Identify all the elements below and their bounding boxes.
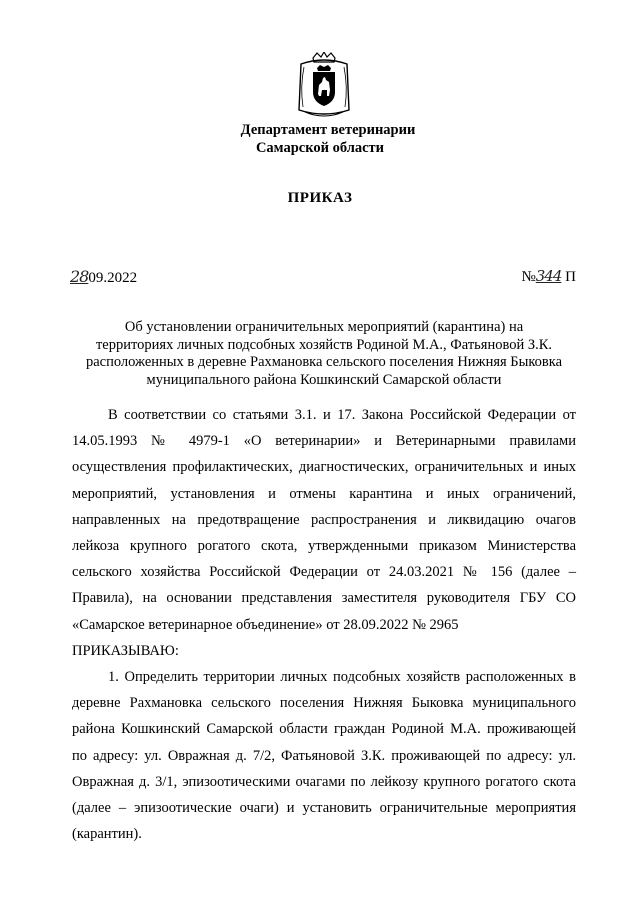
- number-prefix: №: [521, 269, 536, 285]
- subject-line: муниципального района Кошкинский Самарской области: [146, 371, 502, 388]
- coat-of-arms-icon: [295, 52, 353, 120]
- order-word: ПРИКАЗЫВАЮ:: [72, 642, 179, 659]
- subject-line: территориях личных подсобных хозяйств Родиной М.А., Фатьяновой З.К.: [95, 336, 553, 353]
- org-name-line2: Самарской области: [255, 140, 385, 156]
- order-date: [70, 267, 137, 287]
- date-number-line: [70, 267, 576, 289]
- preamble-paragraph: В соответствии со статьями 3.1. и 17. Закона Российской Федерации от 14.05.1993 № 4979-1 «О ветеринарии» и Ветеринарными правилами осуществления профилактических, диагностических, ограничительных и иных мероприятий, установления и отмены карантина и иных ограничений, направленных на предотвращение распространения и ликвидацию очагов лейкоза крупного рогатого скота, утвержденными приказом Министерства сельского хозяйства Российской Федерации от 24.03.2021 № 156 (далее – Правила), на основании представления заместителя руководителя ГБУ СО «Самарское ветеринарное объединение» от 28.09.2022 № 2965: [72, 407, 576, 633]
- subject-line: Об установлении ограничительных мероприятий (карантина) на: [124, 319, 524, 335]
- subject-line: расположенных в деревне Рахмановка сельского поселения Нижняя Быковка: [85, 354, 563, 370]
- document-title: ПРИКАЗ: [287, 190, 353, 206]
- org-name-line1: Департамент ветеринарии: [240, 122, 416, 138]
- date-rest: 09.2022: [88, 270, 138, 286]
- number-handwritten: 344: [535, 267, 562, 285]
- number-suffix: П: [565, 269, 576, 285]
- order-body: [72, 402, 576, 847]
- order-number: [521, 267, 576, 286]
- date-day-handwritten: 28: [70, 267, 89, 286]
- order-subject: [72, 319, 576, 389]
- item-1-paragraph: 1. Определить территории личных подсобных хозяйств расположенных в деревне Рахмановка сельского поселения Нижняя Быковка муниципального района Кошкинский Самарской области граждан Родиной М.А. проживающей по адресу: ул. Овражная д. 7/2, Фатьяновой З.К. проживающей по адресу: ул. Овражная д. 3/1, эпизоотическими очагами по лейкозу крупного рогатого скота (далее – эпизоотические очаги) и установить ограничительные мероприятия (карантин).: [72, 669, 576, 843]
